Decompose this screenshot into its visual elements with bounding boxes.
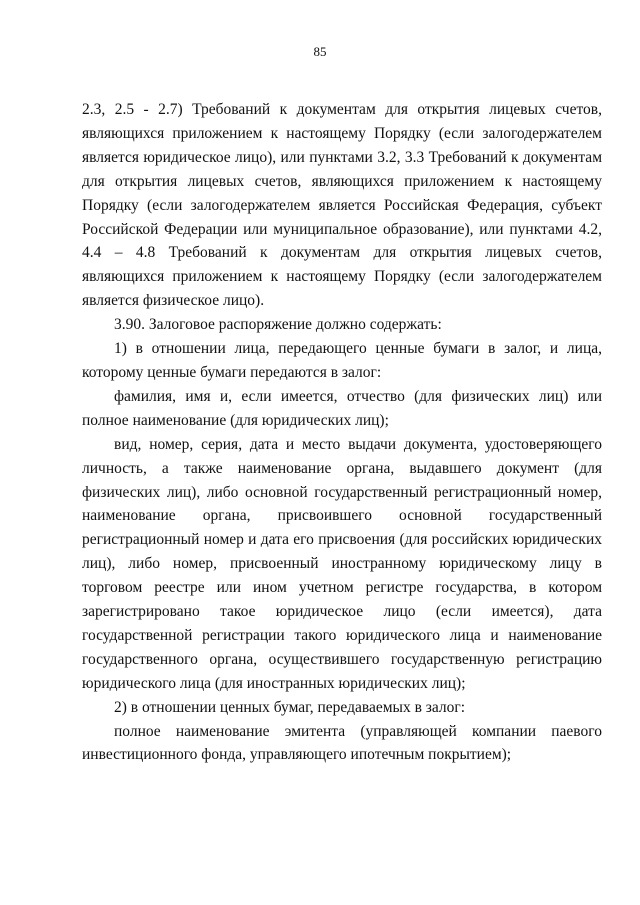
paragraph-continuation: 2.3, 2.5 - 2.7) Требований к документам для открытия лицевых счетов, являющихся приложением к настоящему Порядку (если залогодержателем является юридическое лицо), или пунктами 3.2, 3.3 Требований к документам для открытия лицевых счетов, являющихся приложением к настоящему Порядку (если залогодержателем является Российская Федерация, субъект Российской Федерации или муниципальное образование), или пунктами 4.2, 4.4 – 4.8 Требований к документам для открытия лицевых счетов, являющихся приложением к настоящему Порядку (если залогодержателем является физическое лицо). (82, 101, 602, 310)
page-number: 85 (313, 44, 327, 59)
paragraph-clause-3-90: 3.90. Залоговое распоряжение должно содержать: (114, 316, 442, 334)
document-body (82, 98, 602, 767)
paragraph-item-2: 2) в отношении ценных бумаг, передаваемых в залог: (114, 698, 466, 716)
paragraph-full-name: фамилия, имя и, если имеется, отчество (для физических лиц) или полное наименование (для юридических лиц); (82, 387, 602, 429)
paragraph-item-1: 1) в отношении лица, передающего ценные бумаги в залог, и лица, которому ценные бумаги передаются в залог: (82, 340, 602, 381)
paragraph-identity-document: вид, номер, серия, дата и место выдачи документа, удостоверяющего личность, а также наименование органа, выдавшего документ (для физических лиц), либо основной государственный регистрационный номер, наименование органа, присвоившего основной государственный регистрационный номер и дата его присвоения (для российских юридических лиц), либо номер, присвоенный иностранному юридическому лицу в торговом реестре или ином учетном регистре государства, в котором зарегистрировано такое юридическое лицо (если имеется), дата государственной регистрации такого юридического лица и наименование государственного органа, осуществившего государственную регистрацию юридического лица (для иностранных юридических лиц); (82, 435, 602, 692)
paragraph-issuer-name: полное наименование эмитента (управляющей компании паевого инвестиционного фонда, управляющего ипотечным покрытием); (82, 722, 602, 764)
